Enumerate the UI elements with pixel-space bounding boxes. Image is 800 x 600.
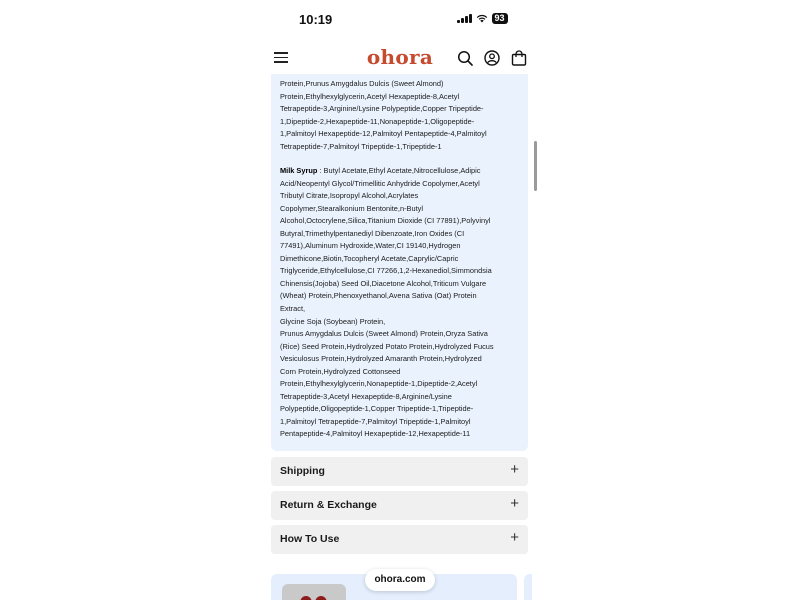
accordion-label: Shipping xyxy=(280,465,325,477)
accordion-label: Return & Exchange xyxy=(280,499,377,511)
status-time: 10:19 xyxy=(299,12,333,27)
accordion-label: How To Use xyxy=(280,533,340,545)
milk-syrup-text: : Butyl Acetate,Ethyl Acetate,Nitrocellulose,Adipic Acid/Neopentyl Glycol/Trimellitic Anhydride Copolymer,Acetyl Tributyl Citrate,Isopropyl Alcohol,Acrylates Copolymer,Stearalkonium Bentonite,n-Butyl Alcohol,Octocrylene,Silica,Titanium Dioxide (CI 77891),Polyvinyl Butyral,Trimethylpentanediyl Dibenzoate,Iron Oxides (CI 77491),Aluminum Hydroxide,Water,CI 19140,Hydrogen Dimethicone,Biotin,Tocopheryl Acetate,Caprylic/Capric Triglyceride,Ethylcellulose,CI 77266,1,2-Hexanediol,Simmondsia Chinensis(Jojoba) Seed Oil,Diacetone Alcohol,Triticum Vulgare (Wheat) Protein,Phenoxyethanol,Avena Sativa (Oat) Protein Extract, Glycine Soja (Soybean) Protein, Prunus Amygdalus Dulcis (Sweet Almond) Protein,Oryza Sativa (Rice) Seed Protein,Hydrolyzed Potato Protein,Hydrolyzed Fucus Vesiculosus Protein,Hydrolyzed Amaranth Protein,Hydrolyzed Corn Protein,Hydrolyzed Cottonseed Protein,Ethylhexylglycerin,Nonapeptide-1,Dipeptide-2,Acetyl Tetrapeptide-3,Acetyl Hexapeptide-8,Arginine/Lysine Polypeptide,Oligopeptide-1,Copper Tripeptide-1,Tripeptide- 1,Palmitoyl Tetrapeptide-7,Palmitoyl Tripeptide-1,Palmitoyl Pentapeptide-4,Palmitoyl Hexapeptide-12,Hexapeptide-11 xyxy=(280,166,494,439)
status-icons xyxy=(457,13,508,24)
plus-icon: + xyxy=(510,461,519,478)
account-icon[interactable] xyxy=(484,50,500,66)
browser-url-bar[interactable]: ohora.com xyxy=(365,569,435,591)
accordion-how-to-use[interactable] xyxy=(271,525,528,554)
milk-syrup-ingredients xyxy=(280,165,516,441)
ingredients-panel xyxy=(271,74,528,451)
phone-screen xyxy=(268,0,532,600)
bag-icon[interactable] xyxy=(511,50,527,66)
wifi-icon xyxy=(476,14,488,23)
accordion-return-exchange[interactable] xyxy=(271,491,528,520)
ingredients-continuation: Protein,Prunus Amygdalus Dulcis (Sweet Almond) Protein,Ethylhexylglycerin,Acetyl Hexapeptide-8,Acetyl Tetrapeptide-3,Arginine/Lysine Polypeptide,Copper Tripeptide- 1,Dipeptide-2,Hexapeptide-11,Nonapeptide-1,Oligopeptide- 1,Palmitoyl Hexapeptide-12,Palmitoyl Pentapeptide-4,Palmitoyl Tetrapeptide-7,Palmitoyl Tripeptide-1,Tripeptide-1 xyxy=(280,79,487,151)
product-thumbnail xyxy=(282,584,346,600)
signal-icon xyxy=(457,14,472,23)
accordion-shipping[interactable] xyxy=(271,457,528,486)
plus-icon: + xyxy=(510,529,519,546)
battery-icon: 93 xyxy=(492,13,508,24)
search-icon[interactable] xyxy=(457,50,473,66)
ohora-logo[interactable]: ohora xyxy=(366,45,434,69)
plus-icon: + xyxy=(510,495,519,512)
site-header xyxy=(268,42,532,74)
product-card-next[interactable] xyxy=(524,574,532,600)
milk-syrup-label: Milk Syrup xyxy=(280,166,318,175)
page-scrollbar[interactable] xyxy=(534,141,537,191)
